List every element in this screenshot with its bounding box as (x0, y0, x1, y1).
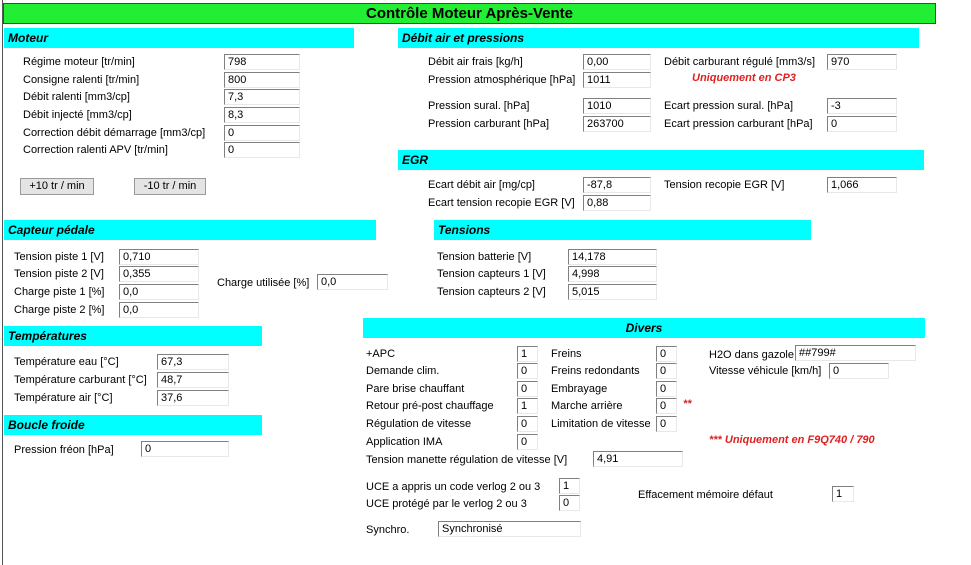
section-header-divers: Divers (363, 318, 925, 338)
value-tension-manette: 4,91 (593, 451, 683, 467)
note-uniquement-f9q: *** Uniquement en F9Q740 / 790 (709, 434, 875, 446)
value-temperature-air: 37,6 (157, 390, 229, 406)
value-retour-pre-post-chauffage: 1 (517, 398, 538, 414)
value-pare-brise-chauffant: 0 (517, 381, 538, 397)
value-pression-atmospherique: 1011 (583, 72, 651, 88)
section-header-temperatures: Températures (4, 326, 262, 346)
value-embrayage: 0 (656, 381, 677, 397)
value-debit-ralenti: 7,3 (224, 89, 300, 105)
label-embrayage: Embrayage (551, 383, 608, 395)
label-ecart-pression-sural: Ecart pression sural. [hPa] (664, 100, 794, 112)
label-debit-injecte: Débit injecté [mm3/cp] (23, 109, 132, 121)
label-pare-brise-chauffant: Pare brise chauffant (366, 383, 465, 395)
label-tension-capteurs-1: Tension capteurs 1 [V] (437, 268, 546, 280)
label-retour-pre-post-chauffage: Retour pré-post chauffage (366, 400, 494, 412)
label-regulation-de-vitesse: Régulation de vitesse (366, 418, 472, 430)
label-regime-moteur: Régime moteur [tr/min] (23, 56, 135, 68)
value-uce-protege-verlog: 0 (559, 495, 580, 511)
value-temperature-eau: 67,3 (157, 354, 229, 370)
value-tension-piste-1: 0,710 (119, 249, 199, 265)
value-h2o-dans-gazole: ##799# (795, 345, 916, 361)
value-consigne-ralenti: 800 (224, 72, 300, 88)
label-synchro: Synchro. (366, 524, 410, 536)
value-effacement-memoire-defaut: 1 (832, 486, 854, 502)
value-pression-sural: 1010 (583, 98, 651, 114)
label-temperature-air: Température air [°C] (14, 392, 113, 404)
section-header-boucle-froide: Boucle froide (4, 415, 262, 435)
plus-10-rpm-button[interactable]: +10 tr / min (20, 178, 94, 195)
label-pression-carburant: Pression carburant [hPa] (428, 118, 550, 130)
value-debit-injecte: 8,3 (224, 107, 300, 123)
label-ecart-pression-carburant: Ecart pression carburant [hPa] (664, 118, 813, 130)
minus-10-rpm-button[interactable]: -10 tr / min (134, 178, 206, 195)
label-correction-ralenti-apv: Correction ralenti APV [tr/min] (23, 144, 168, 156)
label-vitesse-vehicule: Vitesse véhicule [km/h] (709, 365, 822, 377)
value-vitesse-vehicule: 0 (829, 363, 889, 379)
value-freins: 0 (656, 346, 677, 362)
value-debit-air-frais: 0,00 (583, 54, 651, 70)
value-temperature-carburant: 48,7 (157, 372, 229, 388)
label-freins: Freins (551, 348, 582, 360)
value-ecart-tension-recopie-egr: 0,88 (583, 195, 651, 211)
value-tension-capteurs-2: 5,015 (568, 284, 657, 300)
section-header-tensions: Tensions (434, 220, 811, 240)
label-demande-clim: Demande clim. (366, 365, 440, 377)
label-pression-freon: Pression fréon [hPa] (14, 444, 114, 456)
label-tension-piste-2: Tension piste 2 [V] (14, 268, 104, 280)
value-demande-clim: 0 (517, 363, 538, 379)
label-correction-debit-demarrage: Correction débit démarrage [mm3/cp] (23, 127, 206, 139)
section-header-debit-air: Débit air et pressions (398, 28, 919, 48)
value-correction-ralenti-apv: 0 (224, 142, 300, 158)
value-charge-piste-1: 0,0 (119, 284, 199, 300)
label-debit-air-frais: Débit air frais [kg/h] (428, 56, 523, 68)
label-limitation-de-vitesse: Limitation de vitesse (551, 418, 651, 430)
label-pression-atmospherique: Pression atmosphérique [hPa] (428, 74, 576, 86)
marche-arriere-note-mark: ** (683, 398, 692, 410)
label-debit-ralenti: Débit ralenti [mm3/cp] (23, 91, 130, 103)
label-uce-appris-verlog: UCE a appris un code verlog 2 ou 3 (366, 481, 541, 493)
label-uce-protege-verlog: UCE protégé par le verlog 2 ou 3 (366, 498, 527, 510)
label-charge-piste-2: Charge piste 2 [%] (14, 304, 105, 316)
value-application-ima: 0 (517, 434, 538, 450)
value-regulation-de-vitesse: 0 (517, 416, 538, 432)
label-charge-piste-1: Charge piste 1 [%] (14, 286, 105, 298)
value-tension-piste-2: 0,355 (119, 266, 199, 282)
label-tension-capteurs-2: Tension capteurs 2 [V] (437, 286, 546, 298)
label-application-ima: Application IMA (366, 436, 443, 448)
value-tension-batterie: 14,178 (568, 249, 657, 265)
label-tension-piste-1: Tension piste 1 [V] (14, 251, 104, 263)
label-debit-carburant-regule: Débit carburant régulé [mm3/s] (664, 56, 816, 68)
value-tension-capteurs-1: 4,998 (568, 266, 657, 282)
value-tension-recopie-egr: 1,066 (827, 177, 897, 193)
value-apc: 1 (517, 346, 538, 362)
note-uniquement-cp3: Uniquement en CP3 (692, 72, 796, 84)
section-header-egr: EGR (398, 150, 924, 170)
value-marche-arriere: 0 (656, 398, 677, 414)
page-title: Contrôle Moteur Après-Vente (3, 3, 936, 24)
label-pression-sural: Pression sural. [hPa] (428, 100, 530, 112)
value-correction-debit-demarrage: 0 (224, 125, 300, 141)
label-tension-batterie: Tension batterie [V] (437, 251, 532, 263)
value-charge-utilisee: 0,0 (317, 274, 388, 290)
label-charge-utilisee: Charge utilisée [%] (217, 277, 310, 289)
label-ecart-debit-air: Ecart débit air [mg/cp] (428, 179, 535, 191)
value-regime-moteur: 798 (224, 54, 300, 70)
value-pression-carburant: 263700 (583, 116, 651, 132)
label-tension-manette: Tension manette régulation de vitesse [V] (366, 454, 568, 466)
section-header-capteur-pedale: Capteur pédale (4, 220, 376, 240)
label-temperature-eau: Température eau [°C] (14, 356, 119, 368)
label-h2o-dans-gazole: H2O dans gazole (709, 349, 794, 361)
label-apc: +APC (366, 348, 396, 360)
label-marche-arriere: Marche arrière (551, 400, 623, 412)
value-freins-redondants: 0 (656, 363, 677, 379)
value-pression-freon: 0 (141, 441, 229, 457)
label-effacement-memoire-defaut: Effacement mémoire défaut (638, 489, 773, 501)
value-ecart-pression-sural: -3 (827, 98, 897, 114)
label-consigne-ralenti: Consigne ralenti [tr/min] (23, 74, 140, 86)
label-freins-redondants: Freins redondants (551, 365, 640, 377)
window-left-border (2, 0, 3, 565)
value-uce-appris-verlog: 1 (559, 478, 580, 494)
label-tension-recopie-egr: Tension recopie EGR [V] (664, 179, 785, 191)
value-limitation-de-vitesse: 0 (656, 416, 677, 432)
value-charge-piste-2: 0,0 (119, 302, 199, 318)
value-ecart-pression-carburant: 0 (827, 116, 897, 132)
label-temperature-carburant: Température carburant [°C] (14, 374, 147, 386)
label-ecart-tension-recopie-egr: Ecart tension recopie EGR [V] (428, 197, 575, 209)
section-header-moteur: Moteur (4, 28, 354, 48)
value-synchro: Synchronisé (438, 521, 581, 537)
value-ecart-debit-air: -87,8 (583, 177, 651, 193)
value-debit-carburant-regule: 970 (827, 54, 897, 70)
